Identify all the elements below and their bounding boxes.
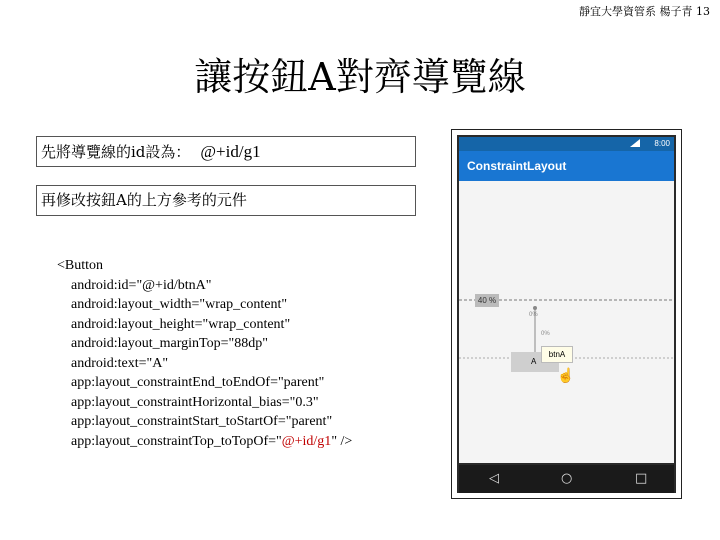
page-title: 讓按鈕A對齊導覽線 [194,55,526,99]
bias-label: 0% [541,331,550,337]
instruction-box-2 [36,185,416,216]
constraint-anchor [533,306,537,310]
status-time: 8:00 [654,139,670,148]
id-tooltip: btnA [541,346,573,363]
guideline-overlay [459,181,674,463]
code-highlight: @+id/g1 [281,433,332,449]
code-block [57,256,352,451]
code-line: app:layout_constraintStart_toStartOf="parent" [57,414,333,429]
back-icon[interactable]: ◁ [489,471,499,486]
code-line: android:text="A" [57,355,169,371]
instruction-1-text: 先將導覽線的id設為： [41,143,191,161]
instruction-box-1 [36,136,416,167]
nav-bar [459,465,674,493]
instruction-1-code: @+id/g1 [200,142,261,161]
code-line: app:layout_constraintHorizontal_bias="0.3" [57,394,319,410]
button-a[interactable]: A [511,352,559,372]
layout-canvas[interactable] [459,181,674,463]
app-bar [459,151,674,181]
code-segment: app:layout_constraintTop_toTopOf=" [57,433,282,449]
phone-screen [457,135,676,493]
signal-icon [630,139,640,147]
code-segment: " /> [331,433,353,449]
code-line: android:layout_width="wrap_content" [57,297,288,312]
home-icon[interactable]: ○ [561,471,573,486]
code-line: <Button [57,258,104,273]
code-line: android:layout_marginTop="88dp" [57,336,268,351]
guideline-percent-label[interactable]: 40 % [475,294,499,307]
code-line: app:layout_constraintEnd_toEndOf="parent" [57,375,325,390]
code-line [57,432,352,452]
instruction-2-text: 再修改按鈕A的上方參考的元件 [41,191,247,209]
phone-mockup [451,129,682,499]
code-line: android:id="@+id/btnA" [57,277,212,293]
code-line: android:layout_height="wrap_content" [57,316,291,332]
status-bar [459,137,674,151]
app-title: ConstraintLayout [467,159,567,173]
bias-label: 0% [529,312,538,318]
header-note: 靜宜大學資管系 楊子青 13 [579,5,710,18]
recents-icon[interactable]: □ [635,471,648,486]
hand-cursor-icon: ☝ [557,368,575,384]
